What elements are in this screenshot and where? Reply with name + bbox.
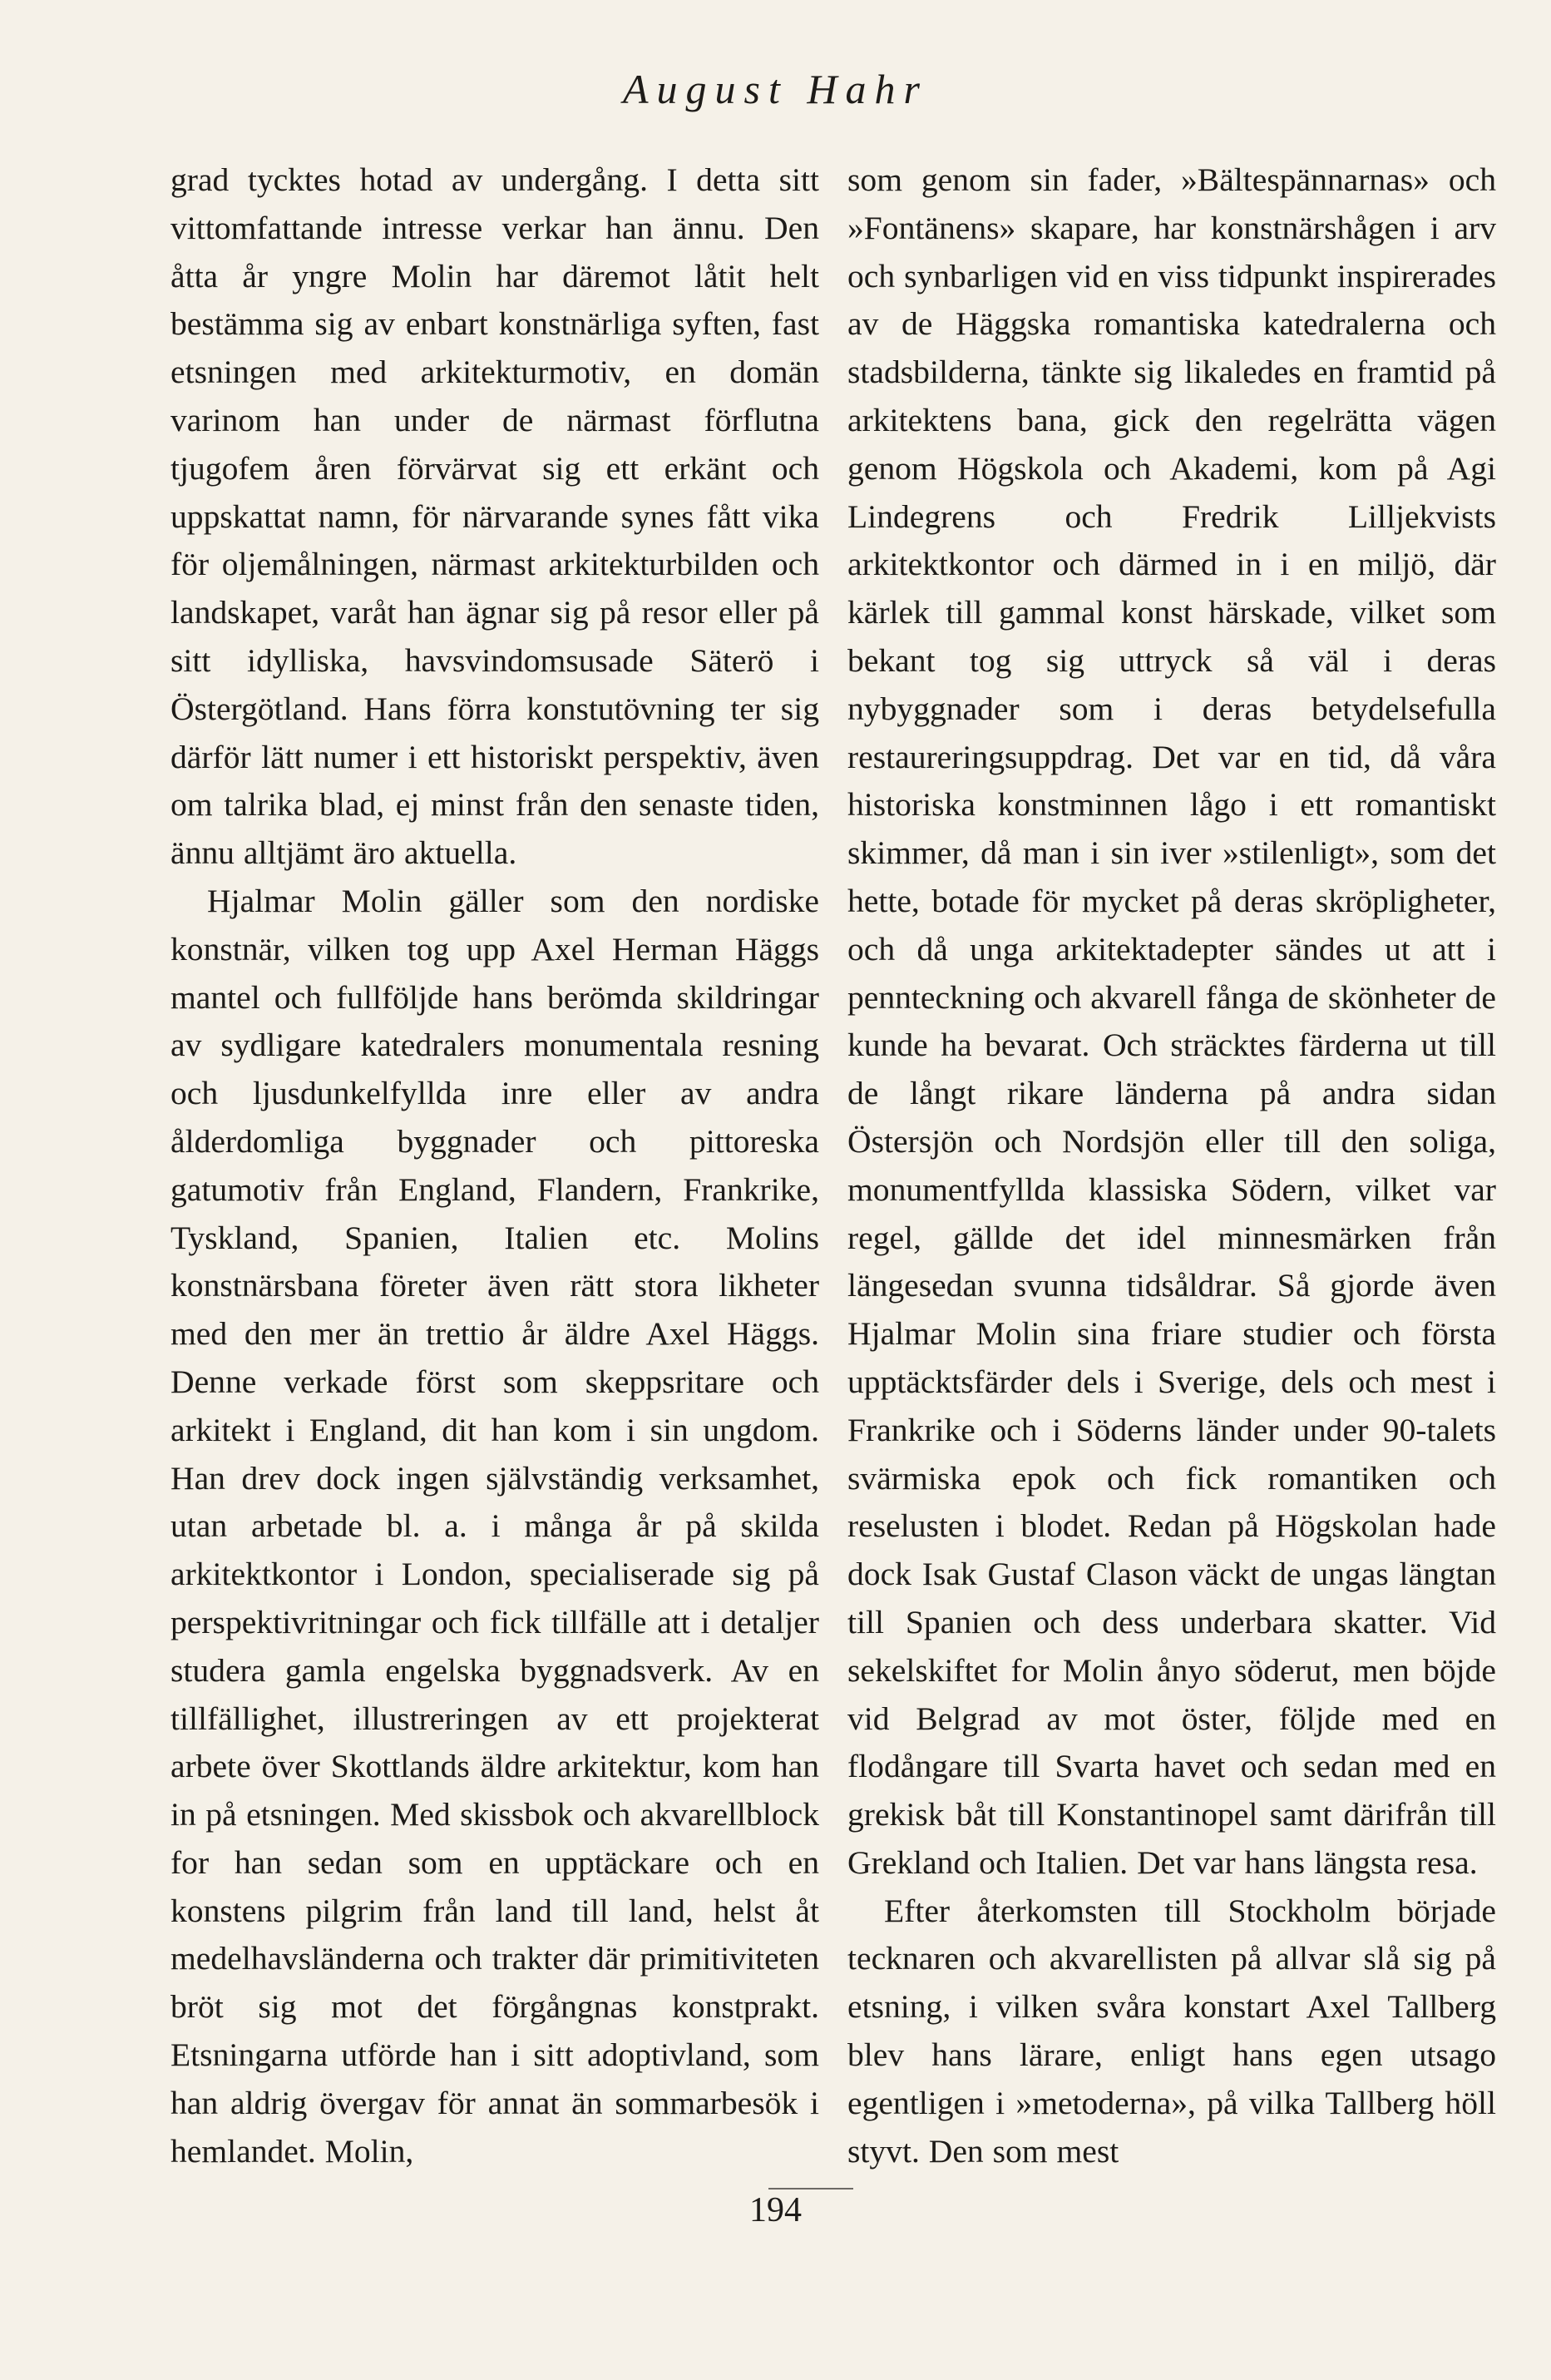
left-column: [170, 156, 819, 2175]
page-number: 194: [749, 2191, 802, 2229]
running-title: August Hahr: [623, 66, 928, 112]
paragraph: Efter återkomsten till Stockholm började tecknaren och akvarellisten på allvar slå sig på etsning, i vilken svåra konstart Axel Tallberg blev hans lärare, enligt hans egen utsago egentligen i »metoderna», på vilka Tallberg höll styvt. Den som mest: [847, 1892, 1496, 2170]
right-column: [847, 156, 1496, 2175]
paragraph: grad tycktes hotad av undergång. I detta sitt vittomfattande intresse verkar han ännu. Den åtta år yngre Molin har däremot låtit helt bestämma sig av enbart konstnärliga syften, fast etsningen med arkitekturmotiv, en domän varinom han under de närmast förflutna tjugofem åren förvärvat sig ett erkänt och uppskattat namn, för närvarande synes fått vika för oljemålningen, närmast arkitekturbilden och landskapet, varåt han ägnar sig på resor eller på sitt idylliska, havsvindomsusade Säterö i Östergötland. Hans förra konstutövning ter sig därför lätt numer i ett historiskt perspektiv, även om talrika blad, ej minst från den senaste tiden, ännu alltjämt äro aktuella.: [170, 161, 819, 872]
footer-rule: [768, 2188, 853, 2190]
paragraph: som genom sin fader, »Bältespännarnas» och »Fontänens» skapare, har konstnärshågen i arv och synbarligen vid en viss tidpunkt inspirerades av de Häggska romantiska katedralerna och stadsbilderna, tänkte sig likaledes en framtid på arkitektens bana, gick den regelrätta vägen genom Högskola och Akademi, kom på Agi Lindegrens och Fredrik Lilljekvists arkitektkontor och därmed in i en miljö, där kärlek till gammal konst härskade, vilket som bekant tog sig uttryck så väl i deras nybyggnader som i deras betydelsefulla restaureringsuppdrag. Det var en tid, då våra historiska konstminnen lågo i ett romantiskt skimmer, då man i sin iver »stilenligt», som det hette, botade för mycket på deras skröpligheter, och då unga arkitektadepter sändes ut att i pennteckning och akvarell fånga de skönheter de kunde ha bevarat. Och sträcktes färderna ut till de långt rikare länderna på andra sidan Östersjön och Nordsjön eller till den soliga, monumentfyllda klassiska Södern, vilket var regel, gällde det idel minnesmärken från längesedan svunna tidsåldrar. Så gjorde även Hjalmar Molin sina friare studier och första upptäcktsfärder dels i Sverige, dels och mest i Frankrike och i Söderns länder under 90-talets svärmiska epok och fick romantiken och reselusten i blodet. Redan på Högskolan hade dock Isak Gustaf Clason väckt de ungas längtan till Spanien och dess underbara skatter. Vid sekelskiftet for Molin ånyo söderut, men böjde vid Belgrad av mot öster, följde med en flodångare till Svarta havet och sedan med en grekisk båt till Konstantinopel samt därifrån till Grekland och Italien. Det var hans längsta resa.: [847, 161, 1496, 1881]
paragraph: Hjalmar Molin gäller som den nordiske konstnär, vilken tog upp Axel Herman Häggs mantel och fullföljde hans berömda skildringar av sydligare katedralers monumentala resning och ljusdunkelfyllda inre eller av andra ålderdomliga byggnader och pittoreska gatumotiv från England, Flandern, Frankrike, Tyskland, Spanien, Italien etc. Molins konstnärsbana företer även rätt stora likheter med den mer än trettio år äldre Axel Häggs. Denne verkade först som skeppsritare och arkitekt i England, dit han kom i sin ungdom. Han drev dock ingen självständig verksamhet, utan arbetade bl. a. i många år på skilda arkitektkontor i London, specialiserade sig på perspektivritningar och fick tillfälle att i detaljer studera gamla engelska byggnadsverk. Av en tillfällighet, illustreringen av ett projekterat arbete över Skottlands äldre arkitektur, kom han in på etsningen. Med skissbok och akvarellblock for han sedan som en upptäckare och en konstens pilgrim från land till land, helst åt medelhavsländerna och trakter där primitiviteten bröt sig mot det förgångnas konstprakt. Etsningarna utförde han i sitt adoptivland, som han aldrig övergav för annat än sommarbesök i hemlandet. Molin,: [170, 882, 819, 2170]
